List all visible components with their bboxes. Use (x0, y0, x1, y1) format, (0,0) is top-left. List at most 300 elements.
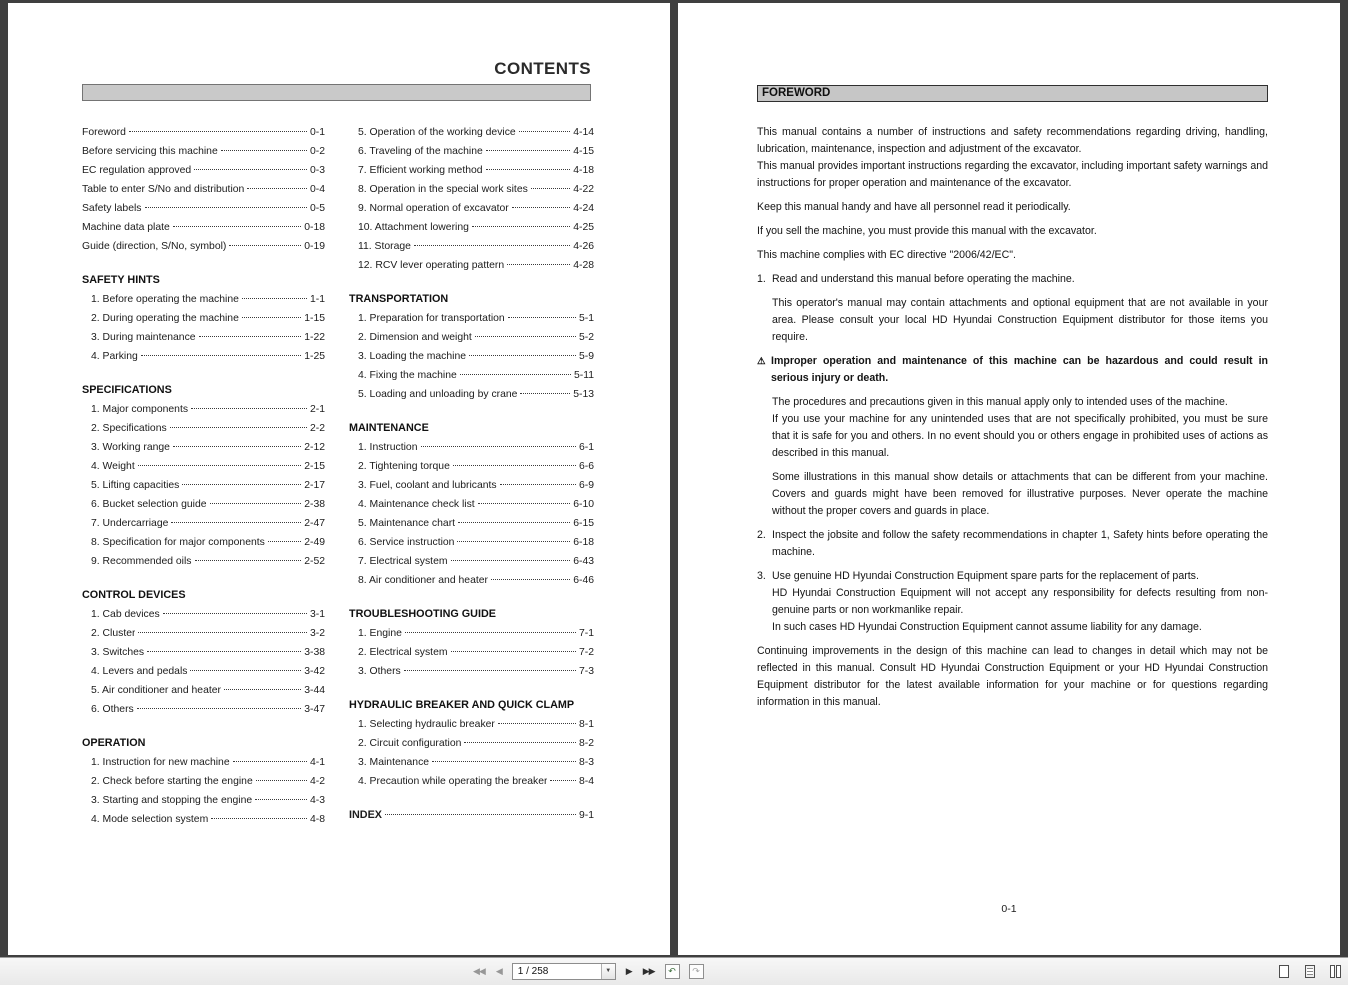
paragraph-number: 3. (757, 570, 766, 582)
toc-entry-label: 6. Others (91, 704, 134, 715)
toc-section (349, 696, 594, 791)
toc-entry-label: 6. Bucket selection guide (91, 499, 207, 510)
foreword-paragraph: This manual contains a number of instructions and safety recommendations regarding driving, handling, lubrication, maintenance, inspection and adjustment of the excavator. This manual provides important instructions regarding the excavator, including important safety warnings and instructions for proper operation and maintenance of the excavator. (757, 126, 1268, 189)
toc-entry (82, 514, 325, 533)
previous-page-button[interactable]: ◀ (495, 966, 502, 976)
toc-entry-label: 12. RCV lever operating pattern (358, 260, 505, 271)
toc-entry (349, 533, 594, 552)
page-layout-controls (1276, 958, 1343, 985)
toc-page-number: 9-1 (578, 810, 594, 821)
paragraph-text: Inspect the jobsite and follow the safety recommendations in chapter 1, Safety hints before operating the machine. (772, 529, 1268, 558)
single-page-icon (1279, 965, 1289, 978)
toc-leader-dots (229, 245, 301, 246)
toc-leader-dots (141, 355, 301, 356)
toc-page-number: 6-18 (573, 537, 594, 548)
toc-entry-label: 3. Others (358, 666, 401, 677)
toc-leader-dots (472, 226, 570, 227)
toc-leader-dots (210, 503, 302, 504)
toc-entry (82, 552, 325, 571)
toc-section-heading: TRANSPORTATION (349, 293, 449, 305)
toc-page-number: 4-2 (309, 776, 325, 787)
toc-page-number: 5-9 (578, 351, 594, 362)
toc-entry-label: 7. Electrical system (358, 556, 448, 567)
toc-entry-label: 1. Instruction (358, 442, 418, 453)
toc-entry (349, 218, 594, 237)
toc-entry (349, 514, 594, 533)
toc-entry (82, 791, 325, 810)
toc-page-number: 8-2 (578, 738, 594, 749)
toc-entry-label: 3. Starting and stopping the engine (91, 795, 253, 806)
toc-entry (82, 328, 325, 347)
toc-entry-label: 5. Loading and unloading by crane (358, 389, 518, 400)
toc-leader-dots (458, 522, 570, 523)
toc-entry (349, 256, 594, 275)
facing-pages-view-button[interactable] (1328, 964, 1343, 980)
toc-page-number: 6-10 (573, 499, 594, 510)
toc-entry-label: 5. Operation of the working device (358, 127, 516, 138)
toc-page-number: 6-46 (573, 575, 594, 586)
toc-leader-dots (464, 742, 576, 743)
toc-entry-label: 1. Engine (358, 628, 402, 639)
toc-entry (349, 123, 594, 142)
toc-entry-label: 4. Fixing the machine (358, 370, 457, 381)
toc-page-number: 4-24 (573, 203, 594, 214)
toc-page-number: 4-3 (309, 795, 325, 806)
toc-entry-label: 2. Dimension and weight (358, 332, 472, 343)
toc-entry-label: Before servicing this machine (82, 146, 218, 157)
facing-right-icon (1336, 965, 1341, 978)
toc-leader-dots (255, 799, 307, 800)
toc-page-number: 5-1 (578, 313, 594, 324)
toc-leader-dots (182, 484, 301, 485)
toc-entry-label: Guide (direction, S/No, symbol) (82, 241, 227, 252)
toc-section-heading: TROUBLESHOOTING GUIDE (349, 608, 496, 620)
toc-leader-dots (469, 355, 576, 356)
contents-title-bar (82, 84, 591, 101)
toc-entry (82, 495, 325, 514)
toc-leader-dots (268, 541, 301, 542)
toc-section-heading: CONTROL DEVICES (82, 589, 186, 601)
toc-leader-dots (491, 579, 570, 580)
toc-columns (82, 123, 594, 829)
toc-leader-dots (173, 446, 301, 447)
foreword-paragraph (757, 353, 1268, 387)
toc-entry (349, 662, 594, 681)
toc-entry (82, 142, 325, 161)
toc-entry (349, 328, 594, 347)
toc-entry-label: 9. Normal operation of excavator (358, 203, 509, 214)
toc-entry (349, 734, 594, 753)
toc-entry (82, 681, 325, 700)
toc-page-number: 3-38 (304, 647, 325, 658)
toc-page-number: 6-1 (578, 442, 594, 453)
toc-leader-dots (421, 446, 576, 447)
toc-page-number: 8-4 (578, 776, 594, 787)
toc-entry-label: 3. Switches (91, 647, 145, 658)
toc-entry-label: 1. Preparation for transportation (358, 313, 505, 324)
toc-entry (82, 400, 325, 419)
foreword-paragraph: Continuing improvements in the design of this machine can lead to changes in detail which may not be reflected in this manual. Consult HD Hyundai Construction Equipment or your HD Hyundai Construction Equipment distributor for the latest available information for your machine or for questions regarding information in this manual. (757, 645, 1268, 708)
toc-leader-dots (145, 207, 307, 208)
toc-entry-label: 3. Fuel, coolant and lubricants (358, 480, 497, 491)
toc-leader-dots (247, 188, 307, 189)
toc-entry (82, 605, 325, 624)
toc-entry-label: 9. Recommended oils (91, 556, 192, 567)
toc-entry (82, 419, 325, 438)
page-number-input[interactable]: 1 / 258 (517, 966, 549, 977)
toc-entry-label: 1. Instruction for new machine (91, 757, 230, 768)
toc-leader-dots (194, 169, 307, 170)
toc-entry (349, 309, 594, 328)
toc-entry-label: Foreword (82, 127, 126, 138)
toc-leader-dots (221, 150, 307, 151)
toc-leader-dots (451, 560, 571, 561)
toc-entry (349, 366, 594, 385)
paragraph-text: Read and understand this manual before operating the machine. (772, 273, 1075, 285)
toc-entry (82, 662, 325, 681)
facing-left-icon (1330, 965, 1335, 978)
toc-leader-dots (171, 522, 301, 523)
toc-entry-label: 8. Specification for major components (91, 537, 265, 548)
toc-entry (349, 457, 594, 476)
toc-entry (82, 533, 325, 552)
toc-leader-dots (519, 131, 571, 132)
viewer-statusbar (0, 957, 1348, 985)
toc-entry-label: 6. Traveling of the machine (358, 146, 483, 157)
toc-leader-dots (457, 541, 570, 542)
toc-leader-dots (211, 818, 307, 819)
toc-entry (82, 438, 325, 457)
toc-entry (82, 624, 325, 643)
toc-leader-dots (507, 264, 570, 265)
toc-section (82, 586, 325, 719)
toc-entry (82, 161, 325, 180)
toc-entry (349, 643, 594, 662)
toc-section-heading: HYDRAULIC BREAKER AND QUICK CLAMP (349, 699, 575, 711)
toc-entry (349, 438, 594, 457)
toc-leader-dots (486, 169, 571, 170)
toc-page-number: 2-12 (304, 442, 325, 453)
foreword-header-bar (757, 85, 1268, 102)
toc-entry-label: 11. Storage (358, 241, 411, 252)
toc-section-heading: MAINTENANCE (349, 422, 429, 434)
toc-leader-dots (385, 814, 576, 815)
toc-leader-dots (432, 761, 576, 762)
toc-entry (82, 810, 325, 829)
toc-entry-label: 8. Operation in the special work sites (358, 184, 528, 195)
toc-entry-label: 7. Undercarriage (91, 518, 169, 529)
toc-entry-label: 4. Precaution while operating the breaker (358, 776, 548, 787)
toc-entry (82, 290, 325, 309)
toc-page-number: 1-25 (304, 351, 325, 362)
toc-page-number: 3-44 (304, 685, 325, 696)
toc-page-number: 2-52 (304, 556, 325, 567)
paragraph-number: 1. (757, 273, 766, 285)
foreword-paragraph (757, 527, 1268, 561)
last-page-button[interactable]: ▶▶ (642, 966, 655, 976)
paragraph-text: Use genuine HD Hyundai Construction Equipment spare parts for the replacement of parts. HD Hyundai Construction Equipment will not accept any responsibility for defects resulting from non-genuine parts or non workmanlike repair. In such cases HD Hyundai Construction Equipment cannot assume liability for any damage. (772, 570, 1268, 633)
toc-section-heading: SPECIFICATIONS (82, 384, 172, 396)
toc-leader-dots (498, 723, 576, 724)
undo-arrow-icon: ↶ (668, 966, 676, 976)
toc-index-row (349, 806, 594, 825)
toc-entry-label: 2. Tightening torque (358, 461, 450, 472)
toc-entry-label: 5. Maintenance chart (358, 518, 456, 529)
toc-section (82, 734, 325, 829)
toc-entry (82, 643, 325, 662)
toc-leader-dots (138, 465, 301, 466)
toc-page-number: 4-26 (573, 241, 594, 252)
toc-page-number: 4-22 (573, 184, 594, 195)
toc-entry (349, 552, 594, 571)
toc-entry (349, 753, 594, 772)
toc-leader-dots (170, 427, 307, 428)
toc-section (82, 123, 325, 256)
toc-page-number: 1-22 (304, 332, 325, 343)
toc-leader-dots (475, 336, 576, 337)
toc-entry (349, 495, 594, 514)
toc-entry (349, 571, 594, 590)
toc-entry-label: 2. Circuit configuration (358, 738, 462, 749)
toc-page-number: 0-1 (309, 127, 325, 138)
toc-leader-dots (500, 484, 576, 485)
toc-leader-dots (147, 651, 301, 652)
toc-entry-label: 4. Parking (91, 351, 138, 362)
toc-leader-dots (138, 632, 307, 633)
previous-view-button[interactable] (665, 964, 680, 979)
toc-page-number: 0-19 (304, 241, 325, 252)
toc-entry (82, 753, 325, 772)
toc-leader-dots (129, 131, 307, 132)
toc-page-number: 4-18 (573, 165, 594, 176)
toc-page-number: 8-3 (578, 757, 594, 768)
toc-leader-dots (199, 336, 302, 337)
foreword-title: FOREWORD (762, 87, 831, 99)
toc-entry (82, 199, 325, 218)
toc-page-number: 6-15 (573, 518, 594, 529)
toc-leader-dots (137, 708, 301, 709)
toc-entry-label: 6. Service instruction (358, 537, 455, 548)
foreword-page (678, 3, 1340, 955)
toc-entry-label: 2. During operating the machine (91, 313, 239, 324)
toc-entry (349, 180, 594, 199)
toc-entry (82, 123, 325, 142)
toc-leader-dots (486, 150, 570, 151)
toc-entry-label: 2. Electrical system (358, 647, 448, 658)
toc-leader-dots (242, 298, 307, 299)
toc-section (349, 290, 594, 404)
toc-entry (349, 161, 594, 180)
toc-page-number: 6-43 (573, 556, 594, 567)
toc-entry-label: 7. Efficient working method (358, 165, 483, 176)
first-page-button[interactable]: ◀◀ (473, 966, 485, 976)
toc-page-number: 1-15 (304, 313, 325, 324)
toc-page-number: 6-9 (578, 480, 594, 491)
toc-page-number: 2-17 (304, 480, 325, 491)
toc-page-number: 4-28 (573, 260, 594, 271)
next-view-button[interactable] (689, 964, 704, 979)
toc-section (349, 419, 594, 590)
chevron-down-icon: ▼ (605, 968, 612, 974)
toc-page-number: 1-1 (309, 294, 325, 305)
toc-leader-dots (404, 670, 576, 671)
toc-leader-dots (478, 503, 571, 504)
toc-page-number: 7-1 (578, 628, 594, 639)
toc-entry-label: 4. Maintenance check list (358, 499, 475, 510)
toc-entry (82, 309, 325, 328)
toc-entry (349, 476, 594, 495)
page-navigation (472, 958, 704, 985)
toc-section (82, 381, 325, 571)
toc-entry-label: 2. Specifications (91, 423, 167, 434)
toc-entry (82, 218, 325, 237)
contents-title: CONTENTS (494, 59, 591, 78)
toc-entry (82, 347, 325, 366)
toc-leader-dots (405, 632, 576, 633)
toc-page-number: 0-18 (304, 222, 325, 233)
paragraph-number: 2. (757, 529, 766, 541)
toc-entry-label: 4. Mode selection system (91, 814, 209, 825)
toc-page-number: 5-2 (578, 332, 594, 343)
toc-page-number: 0-4 (309, 184, 325, 195)
foreword-paragraph: If you sell the machine, you must provide this manual with the excavator. (757, 225, 1097, 237)
toc-page-number: 2-15 (304, 461, 325, 472)
foreword-paragraph: Keep this manual handy and have all personnel read it periodically. (757, 201, 1071, 213)
toc-entry-label: 2. Cluster (91, 628, 136, 639)
toc-entry (82, 457, 325, 476)
toc-entry (349, 199, 594, 218)
toc-leader-dots (550, 780, 576, 781)
toc-page-number: 4-25 (573, 222, 594, 233)
toc-entry-label: 3. Loading the machine (358, 351, 467, 362)
toc-leader-dots (195, 560, 302, 561)
toc-entry (349, 715, 594, 734)
toc-heading-label: INDEX (349, 809, 382, 821)
page-number: 0-1 (1001, 903, 1017, 915)
toc-entry (349, 624, 594, 643)
paragraph-text: Improper operation and maintenance of this machine can be hazardous and could result in serious injury or death. (771, 355, 1268, 384)
toc-leader-dots (233, 761, 307, 762)
toc-entry-label: 1. Cab devices (91, 609, 160, 620)
page-dropdown-button[interactable] (601, 964, 615, 979)
toc-section (82, 271, 325, 366)
toc-column-left (82, 123, 325, 829)
toc-page-number: 7-2 (578, 647, 594, 658)
toc-page-number: 2-49 (304, 537, 325, 548)
toc-leader-dots (414, 245, 570, 246)
single-page-view-button[interactable] (1276, 964, 1291, 980)
toc-entry (82, 237, 325, 256)
toc-page-number: 4-1 (309, 757, 325, 768)
toc-leader-dots (190, 670, 301, 671)
toc-entry-label: 5. Air conditioner and heater (91, 685, 221, 696)
warning-icon: ⚠ (757, 356, 766, 367)
toc-page-number: 3-1 (309, 609, 325, 620)
foreword-paragraph: This operator's manual may contain attachments and optional equipment that are not available in your area. Please consult your local HD Hyundai Construction Equipment distributor for those items you require. (772, 297, 1268, 343)
toc-entry-label: 1. Major components (91, 404, 189, 415)
toc-entry-label: 4. Levers and pedals (91, 666, 188, 677)
toc-page-number: 2-2 (309, 423, 325, 434)
toc-leader-dots (173, 226, 301, 227)
toc-entry (82, 476, 325, 495)
toc-entry-label: 10. Attachment lowering (358, 222, 469, 233)
toc-section-heading: SAFETY HINTS (82, 274, 160, 286)
toc-page-number: 4-8 (309, 814, 325, 825)
toc-entry-label: Table to enter S/No and distribution (82, 184, 245, 195)
toc-column-right (349, 123, 594, 829)
foreword-paragraph (757, 271, 1268, 288)
toc-entry-label: 2. Check before starting the engine (91, 776, 253, 787)
toc-entry-label: Safety labels (82, 203, 142, 214)
toc-leader-dots (453, 465, 576, 466)
toc-leader-dots (242, 317, 301, 318)
toc-section-heading: OPERATION (82, 737, 146, 749)
next-page-button[interactable]: ▶ (625, 966, 632, 976)
continuous-page-icon (1305, 965, 1315, 978)
toc-leader-dots (163, 613, 307, 614)
toc-entry (349, 385, 594, 404)
toc-entry-label: 3. Maintenance (358, 757, 430, 768)
toc-entry (82, 772, 325, 791)
toc-page-number: 6-6 (578, 461, 594, 472)
toc-entry-label: 8. Air conditioner and heater (358, 575, 488, 586)
toc-entry (349, 142, 594, 161)
toc-entry (82, 180, 325, 199)
contents-page (8, 3, 670, 955)
foreword-body (757, 124, 1268, 718)
toc-leader-dots (531, 188, 570, 189)
foreword-paragraph: This machine complies with EC directive "2006/42/EC". (757, 249, 1016, 261)
toc-entry-label: 1. Selecting hydraulic breaker (358, 719, 495, 730)
foreword-paragraph: The procedures and precautions given in this manual apply only to intended uses of the machine. If you use your machine for any unintended uses that are not specifically prohibited, you must be sure that it is safe for you and others. In no event should you or others engage in prohibited uses of actions as described in this manual. (772, 396, 1268, 459)
toc-page-number: 0-5 (309, 203, 325, 214)
toc-page-number: 0-3 (309, 165, 325, 176)
foreword-paragraph (757, 568, 1268, 636)
redo-arrow-icon: ↷ (692, 966, 700, 976)
toc-section (349, 806, 594, 825)
toc-leader-dots (451, 651, 576, 652)
toc-entry-label: EC regulation approved (82, 165, 192, 176)
toc-entry-label: 1. Before operating the machine (91, 294, 239, 305)
toc-page-number: 8-1 (578, 719, 594, 730)
page-number-box (512, 963, 616, 980)
toc-leader-dots (224, 689, 301, 690)
toc-section (349, 123, 594, 275)
toc-entry (349, 772, 594, 791)
toc-entry (349, 237, 594, 256)
toc-page-number: 3-42 (304, 666, 325, 677)
toc-page-number: 2-47 (304, 518, 325, 529)
toc-entry-label: Machine data plate (82, 222, 170, 233)
toc-page-number: 4-15 (573, 146, 594, 157)
toc-section (349, 605, 594, 681)
toc-page-number: 0-2 (309, 146, 325, 157)
toc-entry (82, 700, 325, 719)
toc-page-number: 5-13 (573, 389, 594, 400)
toc-page-number: 4-14 (573, 127, 594, 138)
toc-entry-label: 4. Weight (91, 461, 135, 472)
toc-page-number: 7-3 (578, 666, 594, 677)
toc-leader-dots (460, 374, 571, 375)
toc-leader-dots (191, 408, 307, 409)
toc-page-number: 3-47 (304, 704, 325, 715)
toc-leader-dots (256, 780, 307, 781)
toc-entry-label: 5. Lifting capacities (91, 480, 180, 491)
foreword-paragraph: Some illustrations in this manual show details or attachments that can be different from your machine. Covers and guards might have been removed for illustrative purposes. Never operate the machine without the proper covers and guards in place. (772, 471, 1268, 517)
toc-page-number: 2-38 (304, 499, 325, 510)
continuous-view-button[interactable] (1302, 964, 1317, 980)
toc-leader-dots (512, 207, 570, 208)
